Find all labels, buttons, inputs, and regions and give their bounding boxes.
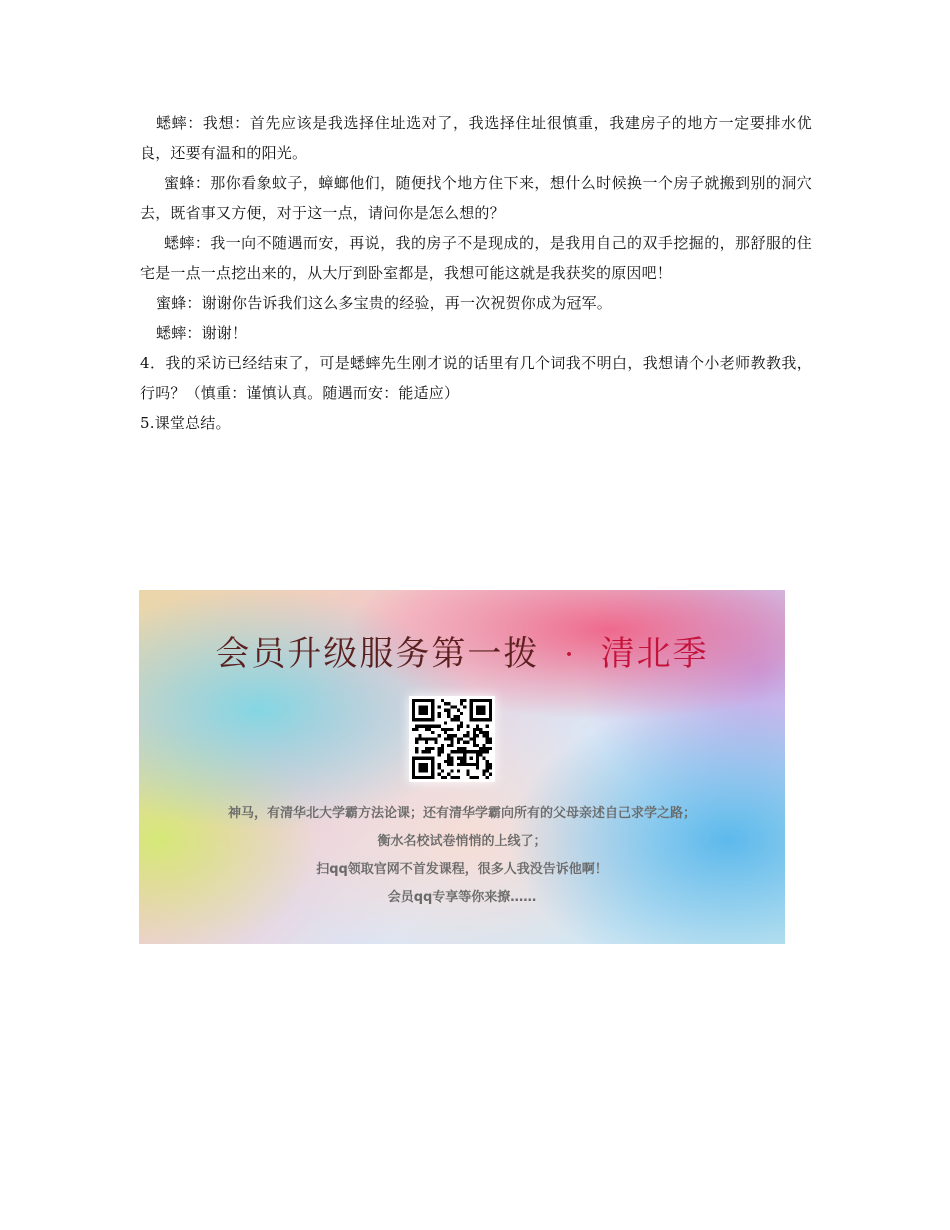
document-body [140,108,812,438]
paragraph-step-4: 4．我的采访已经结束了，可是蟋蟀先生刚才说的话里有几个词我不明白，我想请个小老师教教我，行吗？（慎重：谨慎认真。随遇而安：能适应） [140,354,812,402]
promo-line: 神马，有清华北大学霸方法论课；还有清华学霸向所有的父母亲述自己求学之路； [227,806,696,821]
qr-code[interactable] [409,696,495,782]
promo-title [139,626,785,675]
paragraph-bee-1: 蜜蜂：那你看象蚊子，蟑螂他们，随便找个地方住下来，想什么时候换一个房子就搬到别的洞穴去，既省事又方便，对于这一点，请问你是怎么想的？ [140,174,812,222]
promo-title-main: 会员升级服务第一拨 [215,636,540,673]
paragraph-step-5: 5.课堂总结。 [140,414,231,432]
paragraph-cricket-1: 蟋蟀：我想：首先应该是我选择住址选对了，我选择住址很慎重，我建房子的地方一定要排水优良，还要有温和的阳光。 [140,114,812,162]
paragraph-cricket-2: 蟋蟀：我一向不随遇而安，再说，我的房子不是现成的，是我用自己的双手挖掘的，那舒服的住宅是一点一点挖出来的，从大厅到卧室都是，我想可能这就是我获奖的原因吧！ [140,234,812,282]
promo-banner [139,590,785,944]
promo-line: 衡水名校试卷悄悄的上线了； [377,834,547,849]
promo-text [139,800,785,912]
promo-line: 会员qq专享等你来撩…… [387,890,537,905]
promo-title-dot: · [563,636,577,673]
paragraph-bee-2: 蜜蜂：谢谢你告诉我们这么多宝贵的经验，再一次祝贺你成为冠军。 [156,294,613,312]
qr-code-icon [412,699,492,779]
promo-title-season: 清北季 [600,636,709,673]
paragraph-cricket-3: 蟋蟀：谢谢！ [156,324,248,342]
promo-line: 扫qq领取官网不首发课程，很多人我没告诉他啊！ [316,862,608,877]
